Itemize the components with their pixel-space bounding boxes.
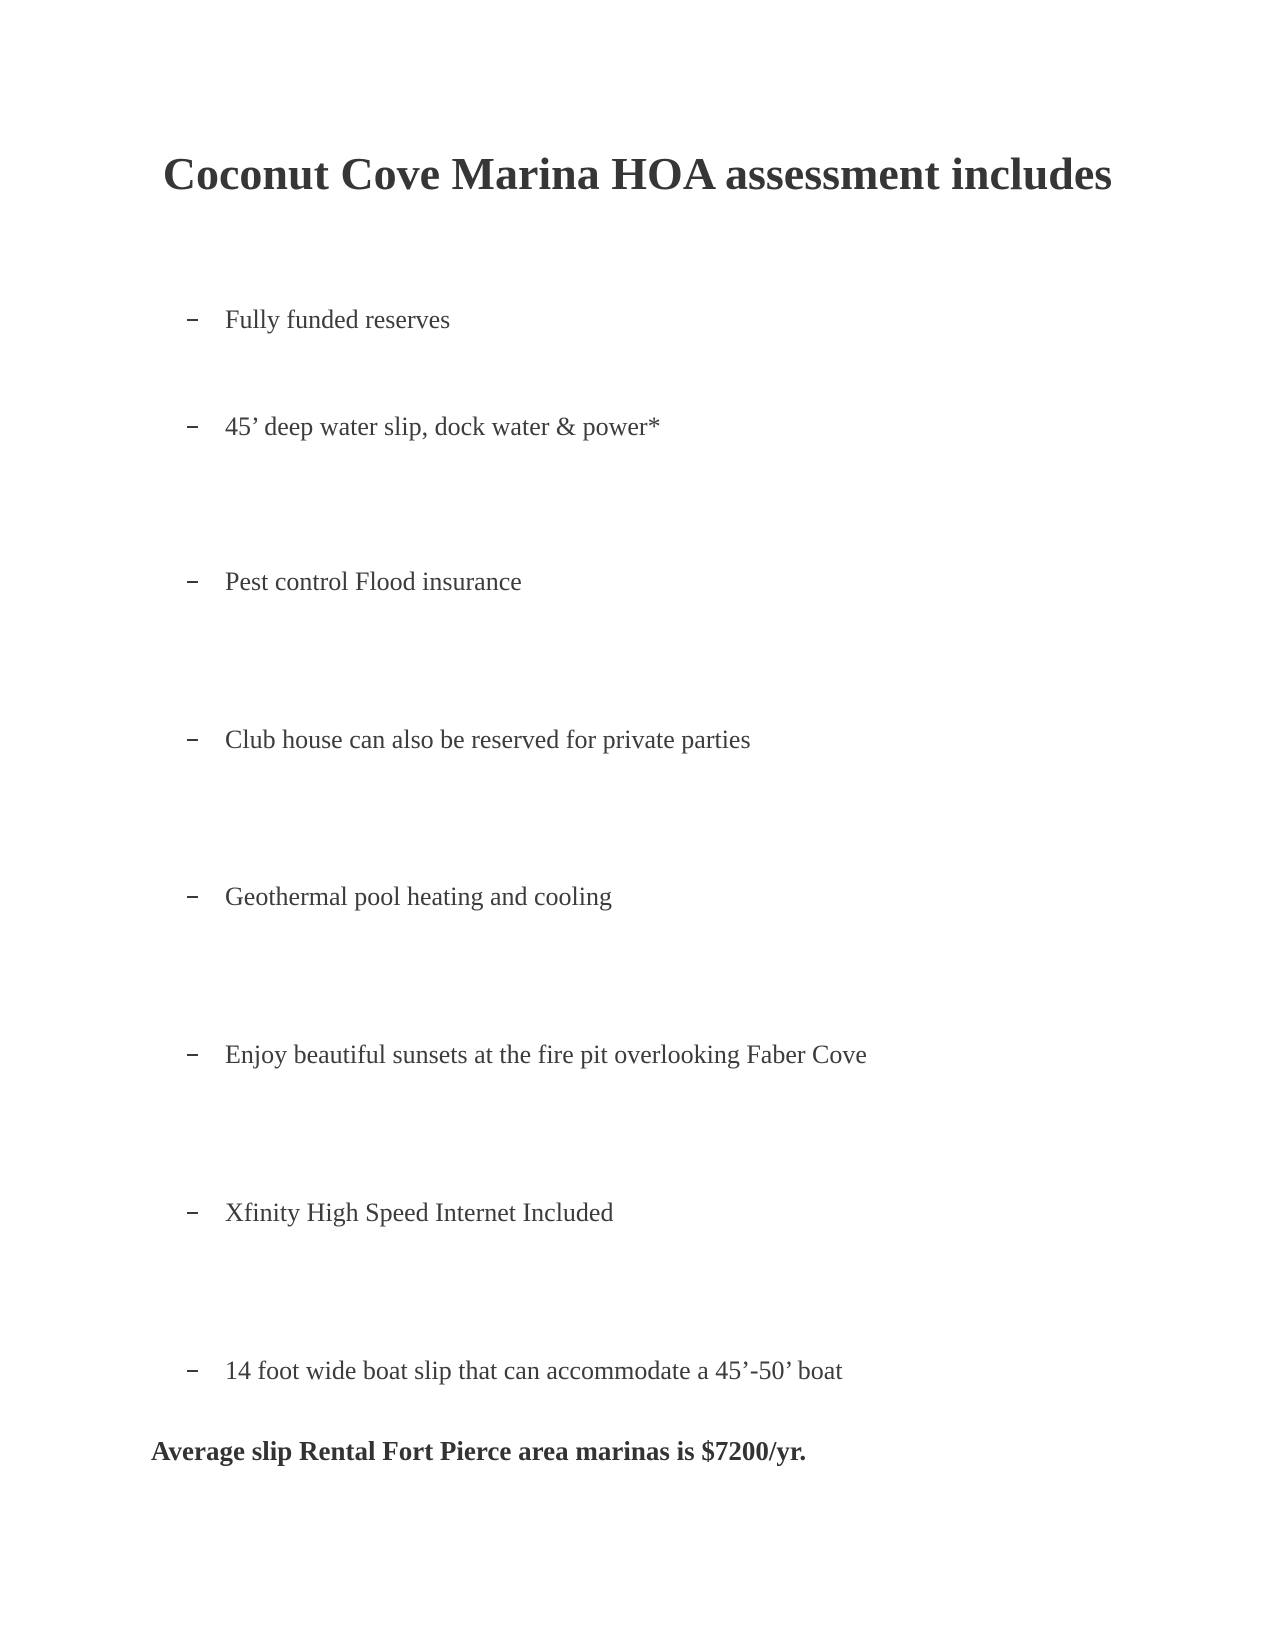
- list-item-text: 14 foot wide boat slip that can accommodate a 45’-50’ boat: [225, 1356, 843, 1385]
- dash-bullet-icon: [187, 1212, 198, 1214]
- list-item: [0, 303, 1275, 337]
- list-item-text: Geothermal pool heating and cooling: [225, 882, 613, 911]
- list-item-text: Enjoy beautiful sunsets at the fire pit overlooking Faber Cove: [225, 1040, 867, 1069]
- dash-bullet-icon: [187, 319, 198, 321]
- page-title: Coconut Cove Marina HOA assessment includes: [162, 148, 1113, 199]
- list-item-text: Club house can also be reserved for private parties: [225, 725, 751, 754]
- dash-bullet-icon: [187, 739, 198, 741]
- dash-bullet-icon: [187, 581, 198, 583]
- list-item: [0, 410, 1275, 444]
- footer-note: Average slip Rental Fort Pierce area marinas is $7200/yr.: [151, 1436, 807, 1466]
- dash-bullet-icon: [187, 1370, 198, 1372]
- list-item-text: Fully funded reserves: [225, 305, 451, 334]
- list-item: [0, 880, 1275, 914]
- dash-bullet-icon: [187, 896, 198, 898]
- dash-bullet-icon: [187, 426, 198, 428]
- list-item: [0, 1196, 1275, 1230]
- list-item: [0, 565, 1275, 599]
- list-item-text: Xfinity High Speed Internet Included: [225, 1198, 614, 1227]
- list-item: [0, 1354, 1275, 1388]
- list-item: [0, 723, 1275, 757]
- list-item-text: 45’ deep water slip, dock water & power*: [225, 412, 661, 441]
- dash-bullet-icon: [187, 1054, 198, 1056]
- list-item: [0, 1038, 1275, 1072]
- list-item-text: Pest control Flood insurance: [225, 567, 522, 596]
